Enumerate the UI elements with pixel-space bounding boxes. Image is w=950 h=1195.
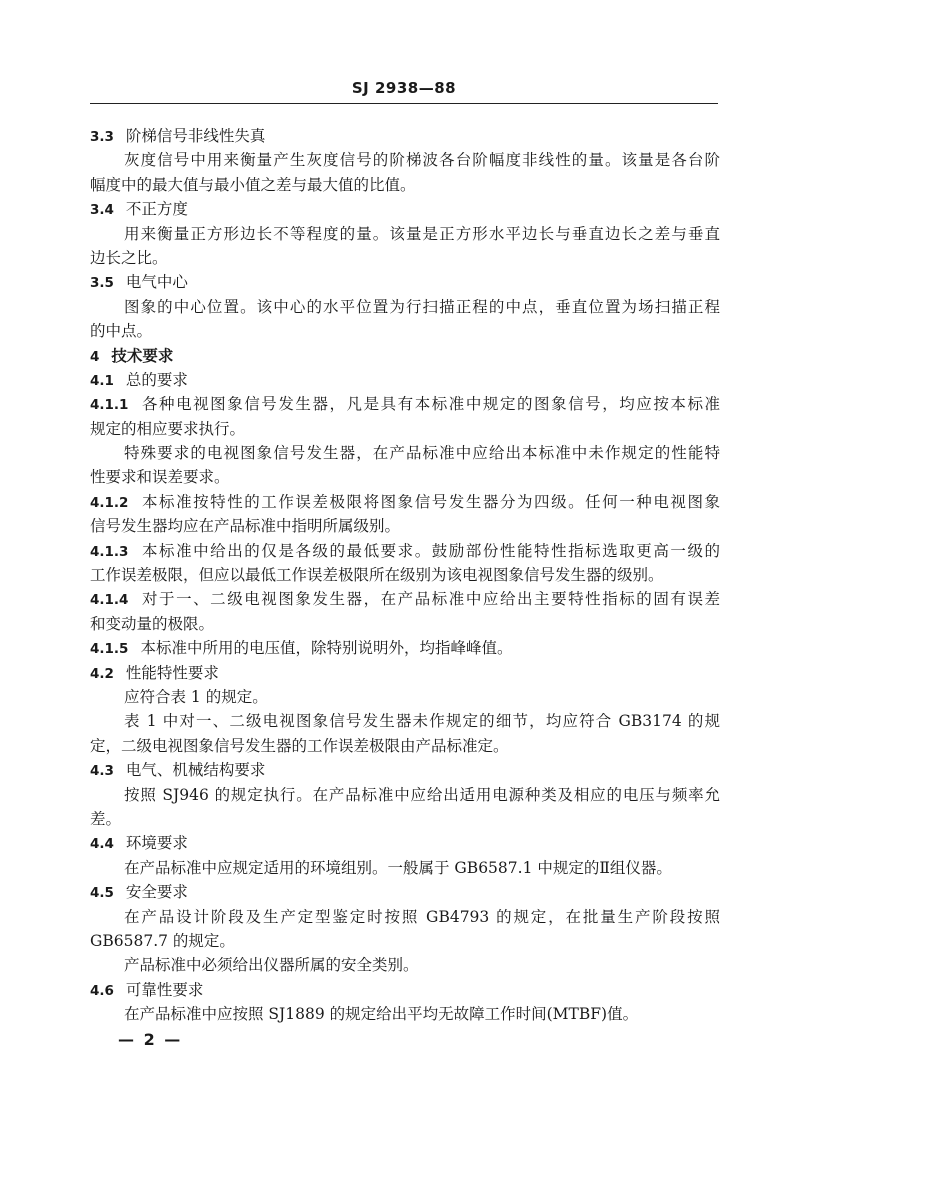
- clause-line: 4.1.4 对于一、二级电视图象发生器，在产品标准中应给出主要特性指标的固有误差: [90, 590, 720, 609]
- section-heading: 4.6 可靠性要求: [90, 980, 204, 999]
- paragraph-line: 规定的相应要求执行。: [90, 419, 246, 438]
- section-heading: 4.2 性能特性要求: [90, 663, 219, 682]
- paragraph-line: 在产品标准中应按照 SJ1889 的规定给出平均无故障工作时间(MTBF)值。: [124, 1005, 639, 1024]
- chapter-heading: 4 技术要求: [90, 346, 174, 365]
- paragraph-line: 性要求和误差要求。: [90, 468, 230, 487]
- paragraph-line: 在产品设计阶段及生产定型鉴定时按照 GB4793 的规定，在批量生产阶段按照: [124, 907, 720, 926]
- section-heading: 4.4 环境要求: [90, 834, 188, 853]
- paragraph-line: 的中点。: [90, 322, 153, 341]
- paragraph-line: 边长之比。: [90, 248, 168, 267]
- document-body: [90, 124, 720, 1026]
- section-heading: 4.5 安全要求: [90, 883, 188, 902]
- paragraph-line: 工作误差极限，但应以最低工作误差极限所在级别为该电视图象信号发生器的级别。: [90, 566, 664, 585]
- clause-line: 4.1.1 各种电视图象信号发生器，凡是具有本标准中规定的图象信号，均应按本标准: [90, 395, 720, 414]
- paragraph-line: 定，二级电视图象信号发生器的工作误差极限由产品标准定。: [90, 736, 509, 755]
- paragraph-line: 信号发生器均应在产品标准中指明所属级别。: [90, 517, 401, 536]
- section-heading: 3.5 电气中心: [90, 273, 188, 292]
- paragraph-line: 幅度中的最大值与最小值之差与最大值的比值。: [90, 175, 416, 194]
- paragraph-line: GB6587.7 的规定。: [90, 931, 235, 950]
- clause-line: 4.1.3 本标准中给出的仅是各级的最低要求。鼓励部份性能特性指标选取更高一级的: [90, 541, 720, 560]
- paragraph-line: 差。: [90, 809, 122, 828]
- clause-line: 4.1.5 本标准中所用的电压值，除特别说明外，均指峰峰值。: [90, 639, 513, 658]
- section-heading: 3.3 阶梯信号非线性失真: [90, 127, 266, 145]
- page-number: — 2 —: [118, 1030, 183, 1049]
- paragraph-line: 产品标准中必须给出仪器所属的安全类别。: [124, 956, 419, 975]
- section-heading: 4.1 总的要求: [90, 370, 188, 389]
- paragraph-line: 图象的中心位置。该中心的水平位置为行扫描正程的中点，垂直位置为场扫描正程: [124, 297, 720, 316]
- section-heading: 3.4 不正方度: [90, 200, 188, 219]
- paragraph-line: 表 1 中对一、二级电视图象信号发生器未作规定的细节，均应符合 GB3174 的规: [124, 712, 720, 731]
- paragraph-line: 应符合表 1 的规定。: [124, 687, 268, 706]
- paragraph-line: 特殊要求的电视图象信号发生器，在产品标准中应给出本标准中未作规定的性能特: [124, 444, 720, 463]
- section-heading: 4.3 电气、机械结构要求: [90, 761, 266, 780]
- paragraph-line: 和变动量的极限。: [90, 614, 215, 633]
- document-header: SJ 2938—88: [351, 79, 457, 97]
- paragraph-line: 灰度信号中用来衡量产生灰度信号的阶梯波各台阶幅度非线性的量。该量是各台阶: [124, 151, 720, 170]
- paragraph-line: 在产品标准中应规定适用的环境组别。一般属于 GB6587.1 中规定的Ⅱ组仪器。: [124, 858, 672, 877]
- paragraph-line: 用来衡量正方形边长不等程度的量。该量是正方形水平边长与垂直边长之差与垂直: [124, 224, 720, 243]
- paragraph-line: 按照 SJ946 的规定执行。在产品标准中应给出适用电源种类及相应的电压与频率允: [124, 785, 720, 804]
- header-rule: [90, 103, 718, 104]
- clause-line: 4.1.2 本标准按特性的工作误差极限将图象信号发生器分为四级。任何一种电视图象: [90, 492, 720, 511]
